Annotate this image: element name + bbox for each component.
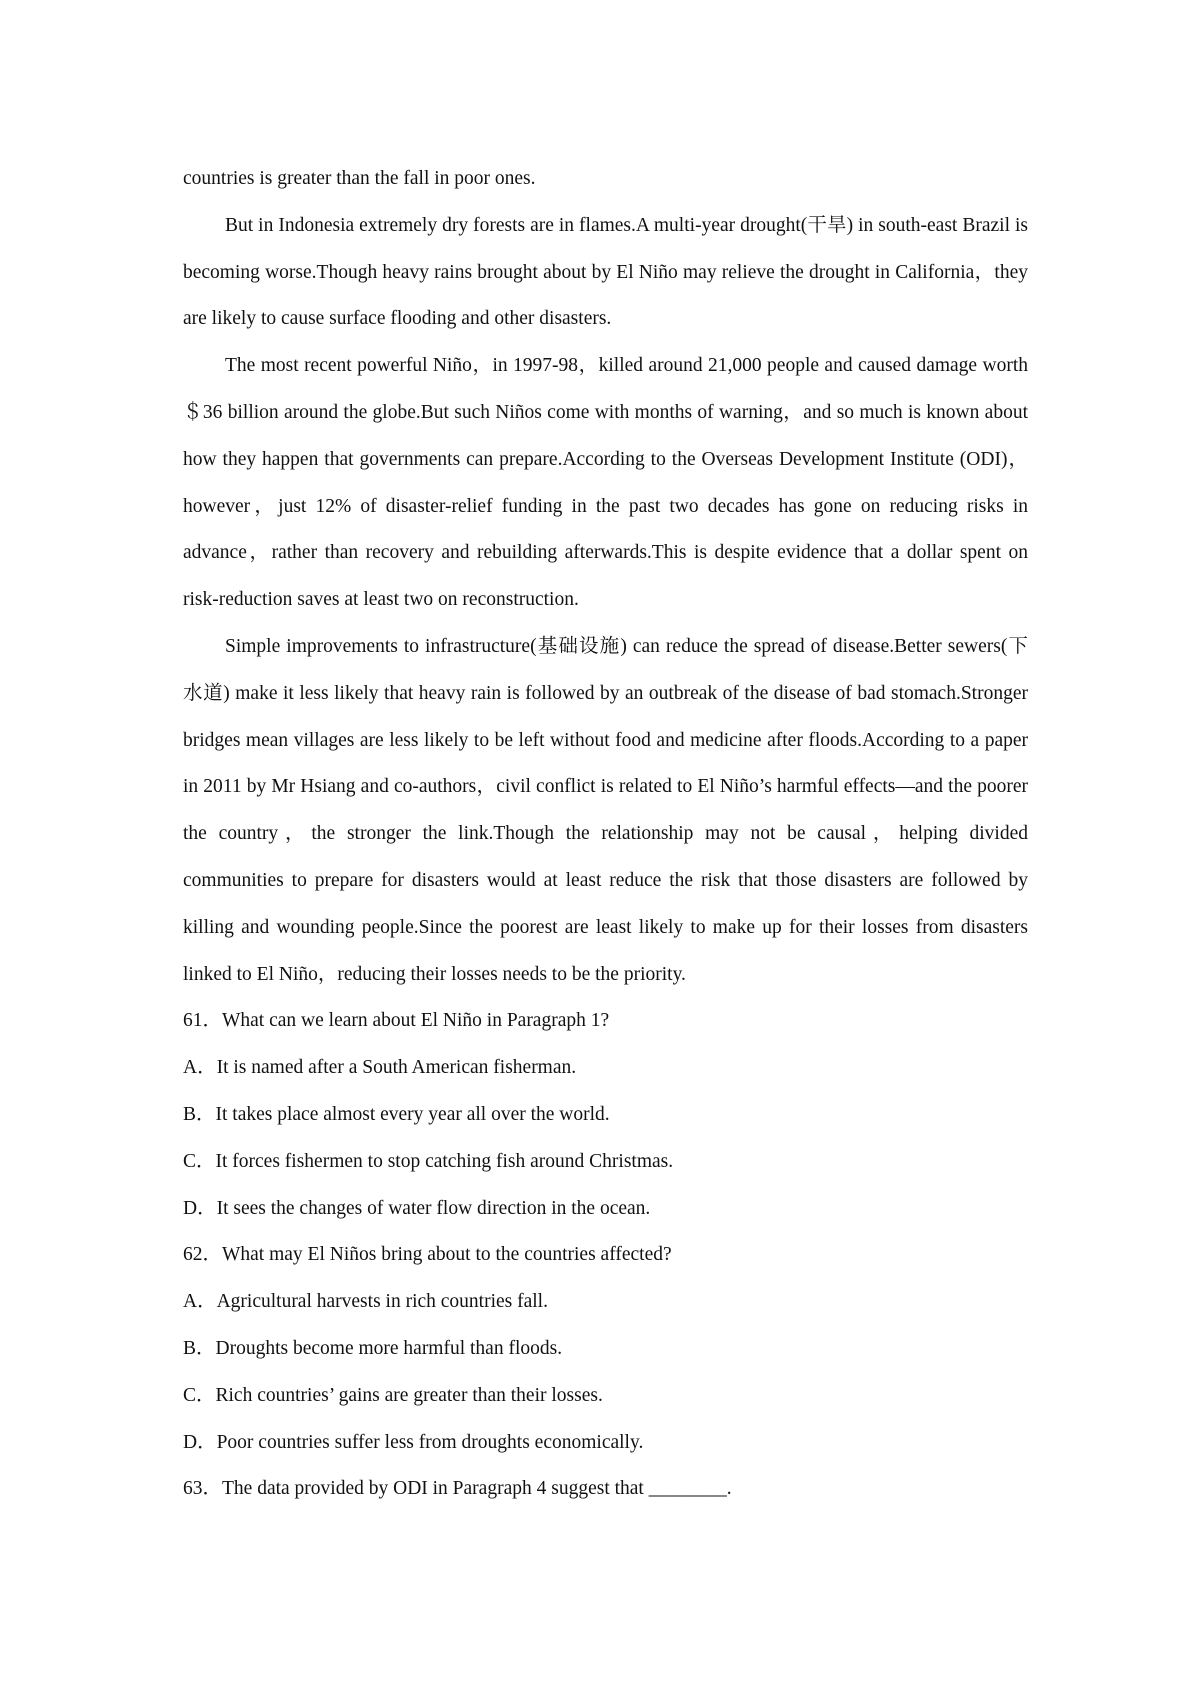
exam-page — [183, 156, 1028, 1513]
passage-paragraph-odi: The most recent powerful Niño，in 1997-98，killed around 21,000 people and caused damage worth ＄36 billion around the globe.But such Niños come with months of warning，and so much is known about how they happen that governments can prepare.According to the Overseas Development Institute (ODI)，however，just 12% of disaster-relief funding in the past two decades has gone on reducing risks in advance，rather than recovery and rebuilding afterwards.This is despite evidence that a dollar spent on risk-reduction saves at least two on reconstruction. — [183, 355, 1028, 611]
question-stem: 63．The data provided by ODI in Paragraph 4 suggest that ________. — [183, 1478, 732, 1500]
option-a: A．Agricultural harvests in rich countries fall. — [183, 1291, 548, 1313]
passage-paragraph-infrastructure: Simple improvements to infrastructure(基础设施) can reduce the spread of disease.Better sewers(下水道) make it less likely that heavy rain is followed by an outbreak of the disease of bad stomach.Stronger bridges mean villages are less likely to be left without food and medicine after floods.According to a paper in 2011 by Mr Hsiang and co-authors，civil conflict is related to El Niño’s harmful effects—and the poorer the country，the stronger the link.Though the relationship may not be causal，helping divided communities to prepare for disasters would at least reduce the risk that those disasters are followed by killing and wounding people.Since the poorest are least likely to make up for their losses from disasters linked to El Niño，reducing their losses needs to be the priority. — [183, 635, 1028, 985]
option-b: B．Droughts become more harmful than floods. — [183, 1337, 563, 1359]
question-stem: 62．What may El Niños bring about to the countries affected? — [183, 1244, 672, 1266]
question-63 — [183, 1466, 1028, 1513]
passage-paragraph-continuation: countries is greater than the fall in poor ones. — [183, 168, 536, 189]
question-stem: 61．What can we learn about El Niño in Paragraph 1? — [183, 1010, 610, 1032]
passage-paragraph-drought: But in Indonesia extremely dry forests are in flames.A multi-year drought(干旱) in south-east Brazil is becoming worse.Though heavy rains brought about by El Niño may relieve the drought in California，they are likely to cause surface flooding and other disasters. — [183, 214, 1028, 330]
option-b: B．It takes place almost every year all over the world. — [183, 1103, 610, 1125]
option-c: C．It forces fishermen to stop catching fish around Christmas. — [183, 1150, 674, 1172]
option-d: D．It sees the changes of water flow direction in the ocean. — [183, 1197, 651, 1219]
question-62 — [183, 1232, 1028, 1466]
option-a: A．It is named after a South American fisherman. — [183, 1057, 577, 1079]
question-61 — [183, 998, 1028, 1232]
option-c: C．Rich countries’ gains are greater than their losses. — [183, 1384, 603, 1406]
option-d: D．Poor countries suffer less from droughts economically. — [183, 1431, 644, 1453]
